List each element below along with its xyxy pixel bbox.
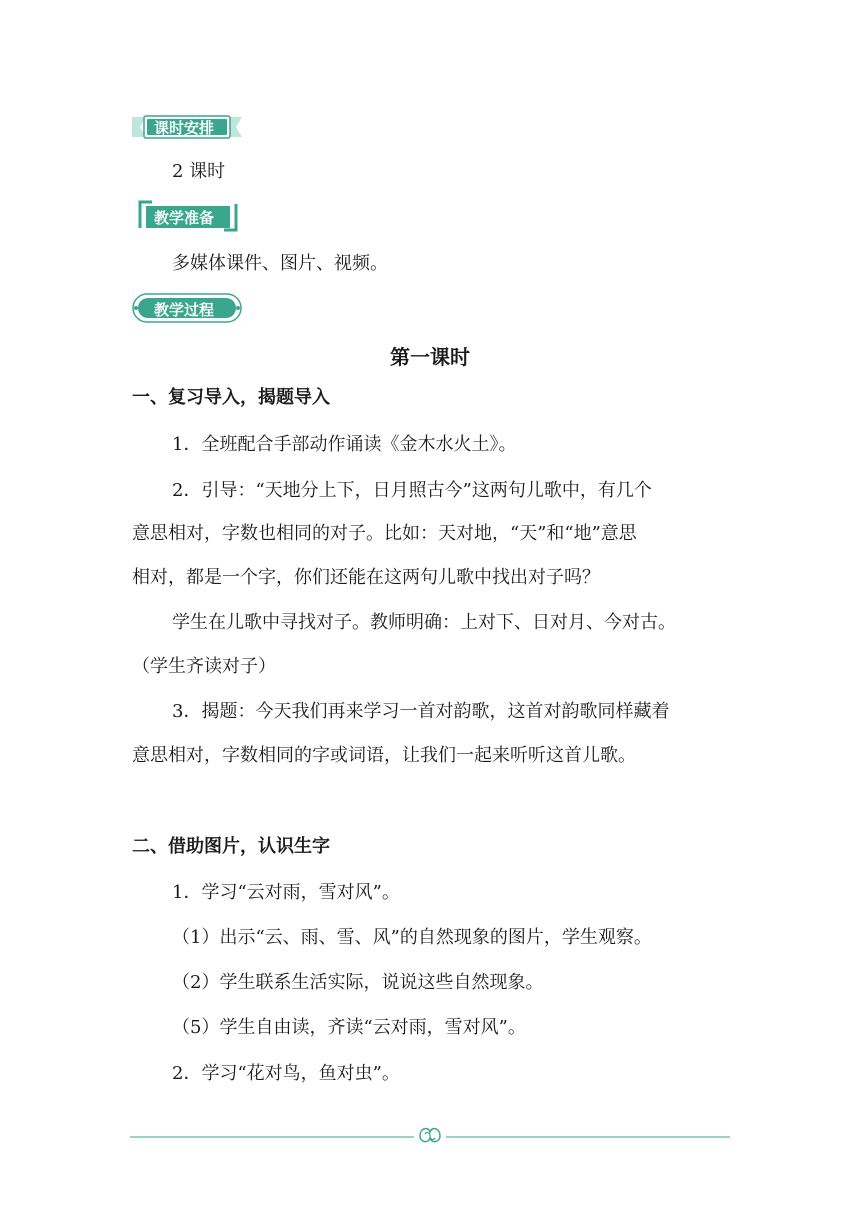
part2-s2: （2）学生联系生活实际，说说这些自然现象。 xyxy=(172,972,544,993)
section-badge-schedule xyxy=(132,114,242,140)
part1-p2-line3: 相对，都是一个字，你们还能在这两句儿歌中找出对子吗？ xyxy=(132,567,600,588)
part2-heading: 二、借助图片，认识生字 xyxy=(132,836,330,857)
part1-p2-line2: 意思相对，字数也相同的对子。比如：天对地，“天”和“地”意思 xyxy=(132,523,637,544)
schedule-text: 2 课时 xyxy=(172,161,226,182)
part2-p1: 1．学习“云对雨，雪对风”。 xyxy=(172,882,400,903)
preparation-text: 多媒体课件、图片、视频。 xyxy=(172,253,388,274)
part2-s1: （1）出示“云、雨、雪、风”的自然现象的图片，学生观察。 xyxy=(172,927,652,948)
part1-p2-line1: 2．引导：“天地分上下，日月照古今”这两句儿歌中，有几个 xyxy=(172,480,652,501)
section-badge-process xyxy=(132,293,242,323)
ornament-icon xyxy=(416,1122,444,1146)
badge-label: 课时安排 xyxy=(154,119,215,137)
lesson-title: 第一课时 xyxy=(390,345,470,369)
part2-p2: 2．学习“花对鸟，鱼对虫”。 xyxy=(172,1063,400,1084)
part1-heading: 一、复习导入，揭题导入 xyxy=(132,387,330,408)
part1-p3-line1: 学生在儿歌中寻找对子。教师明确：上对下、日对月、今对古。 xyxy=(172,612,676,633)
badge-label: 教学准备 xyxy=(154,209,215,227)
part1-p4-line2: 意思相对，字数相同的字或词语，让我们一起来听听这首儿歌。 xyxy=(132,745,636,766)
section-badge-preparation xyxy=(138,200,238,232)
part2-s3: （5）学生自由读，齐读“云对雨，雪对风”。 xyxy=(172,1017,526,1038)
footer-divider xyxy=(130,1122,730,1146)
part1-p1: 1．全班配合手部动作诵读《金木水火土》。 xyxy=(172,434,517,455)
badge-label: 教学过程 xyxy=(154,301,215,319)
part1-p4-line1: 3．揭题：今天我们再来学习一首对韵歌，这首对韵歌同样藏着 xyxy=(172,701,670,722)
part1-p3-line2: （学生齐读对子） xyxy=(132,656,276,677)
